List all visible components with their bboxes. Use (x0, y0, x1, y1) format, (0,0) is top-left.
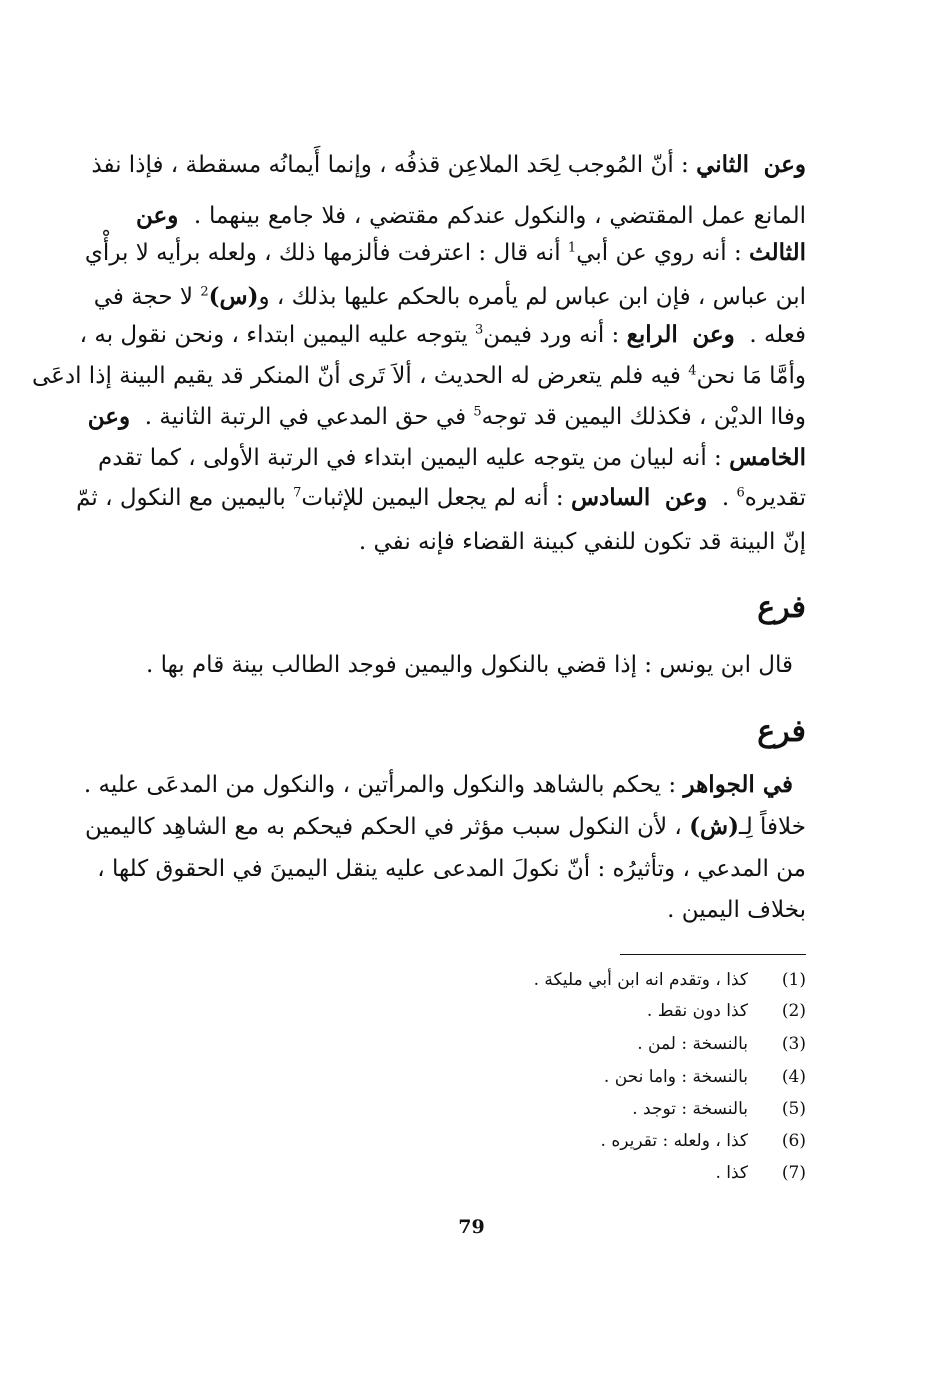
footnote-number: (5) (781, 1099, 806, 1119)
footnote (206, 1127, 806, 1156)
paragraph-3-line-3: من المدعي ، وتأثيرُه : أنّ نكولَ المدعى عليه ينقل اليمينَ في الحقوق كلها ، (97, 856, 806, 882)
footnote-text: كذا دون نقط . (646, 1001, 748, 1021)
footnote-ref: 2 (200, 284, 209, 300)
footnote-text: بالنسخة : واما نحن . (603, 1067, 748, 1087)
footnote-number: (2) (781, 1001, 806, 1021)
footnote-ref: 7 (293, 485, 302, 501)
paragraph-1-line-4: ابن عباس ، فإن ابن عباس لم يأمره بالحكم عليها بذلك ، و(س)$^2$ لا حجة في (93, 283, 806, 310)
bold-term: الثاني (696, 151, 750, 178)
footnote-ref: 4 (688, 363, 697, 379)
bold-term: وعن (763, 151, 806, 178)
bold-term: وعن (692, 321, 735, 348)
bold-term: وعن (136, 202, 179, 229)
paragraph-1-line-3: الثالث : أنه روي عن أبي$^1$ أنه قال : اعترفت فألزمها ذلك ، ولعله برأيه لا برأْي (84, 239, 806, 266)
bold-term: (ش) (689, 813, 739, 840)
footnote (206, 997, 806, 1026)
footnote-text: كذا ، وتقدم انه ابن أبي مليكة . (533, 970, 748, 990)
footnote-text: بالنسخة : توجد . (632, 1099, 748, 1119)
paragraph-3-line-4: بخلاف اليمين . (667, 897, 806, 923)
section-heading: فرع (757, 714, 806, 749)
footnote-ref: 3 (475, 322, 484, 338)
page-number: 79 (458, 1216, 485, 1238)
paragraph-1-line-9: تقديره$^6$ . وعن السادس : أنه لم يجعل اليمين للإثبات$^7$ باليمين مع النكول ، ثمّ (76, 484, 806, 511)
footnote-ref: 5 (473, 404, 482, 420)
bold-term: الثالث (749, 239, 806, 266)
footnote (206, 966, 806, 995)
paragraph-1-line-6: وأمَّا مَا نحن$^4$ فيه فلم يتعرض له الحديث ، ألاَ تَرى أنّ المنكر قد يقيم البينة إذا ادعَى (31, 363, 806, 389)
bold-term: (س) (208, 283, 259, 310)
bold-term: الرابع (626, 321, 678, 348)
paragraph-1-line-8: الخامس : أنه لبيان من يتوجه عليه اليمين ابتداء في الرتبة الأولى ، كما تقدم (98, 444, 806, 471)
footnote (206, 1159, 806, 1188)
footnote-number: (4) (781, 1067, 806, 1087)
footnote-text: بالنسخة : لمن . (637, 1034, 748, 1054)
bold-term: السادس (570, 484, 651, 511)
paragraph-3-line-1: في الجواهر : يحكم بالشاهد والنكول والمرأتين ، والنكول من المدعَى عليه . (83, 771, 793, 798)
footnote-number: (6) (781, 1131, 806, 1151)
footnote (206, 1030, 806, 1059)
paragraph-1-line-5: فعله . وعن الرابع : أنه ورد فيمن$^3$ يتوجه عليه اليمين ابتداء ، ونحن نقول به ، (79, 321, 806, 348)
footnote-number: (7) (781, 1163, 806, 1183)
paragraph-1-line-10: إنّ البينة قد تكون للنفي كبينة القضاء فإنه نفي . (358, 529, 806, 555)
footnote-separator (620, 954, 806, 955)
bold-term: في الجواهر (683, 771, 793, 798)
footnote-ref: 1 (567, 240, 577, 256)
footnote (206, 1063, 806, 1092)
paragraph-1-line-2: المانع عمل المقتضي ، والنكول عندكم مقتضي ، فلا جامع بينهما . وعن (136, 202, 807, 229)
paragraph-2: قال ابن يونس : إذا قضي بالنكول واليمين فوجد الطالب بينة قام بها . (146, 652, 793, 678)
footnote-text: كذا ، ولعله : تقريره . (600, 1131, 748, 1151)
footnote-ref: 6 (736, 485, 745, 501)
paragraph-1-line-7: وفاا الديْن ، فكذلك اليمين قد توجه$^5$ في حق المدعي في الرتبة الثانية . وعن (87, 403, 806, 430)
footnote-text: كذا . (715, 1163, 748, 1183)
footnote-number: (1) (781, 970, 806, 990)
bold-term: وعن (87, 403, 131, 430)
bold-term: الخامس (729, 444, 806, 471)
section-heading: فرع (757, 590, 806, 625)
paragraph-1-line-1: وعن الثاني : أنّ المُوجب لِحَد الملاعِن قذفُه ، وإنما أَيمانُه مسقطة ، فإذا نفذ (91, 151, 806, 178)
footnote-number: (3) (781, 1034, 806, 1054)
bold-term: وعن (664, 484, 708, 511)
paragraph-3-line-2: خلافاً لِـ(ش) ، لأن النكول سبب مؤثر في الحكم فيحكم به مع الشاهِد كاليمين (84, 813, 806, 840)
footnote (206, 1095, 806, 1124)
